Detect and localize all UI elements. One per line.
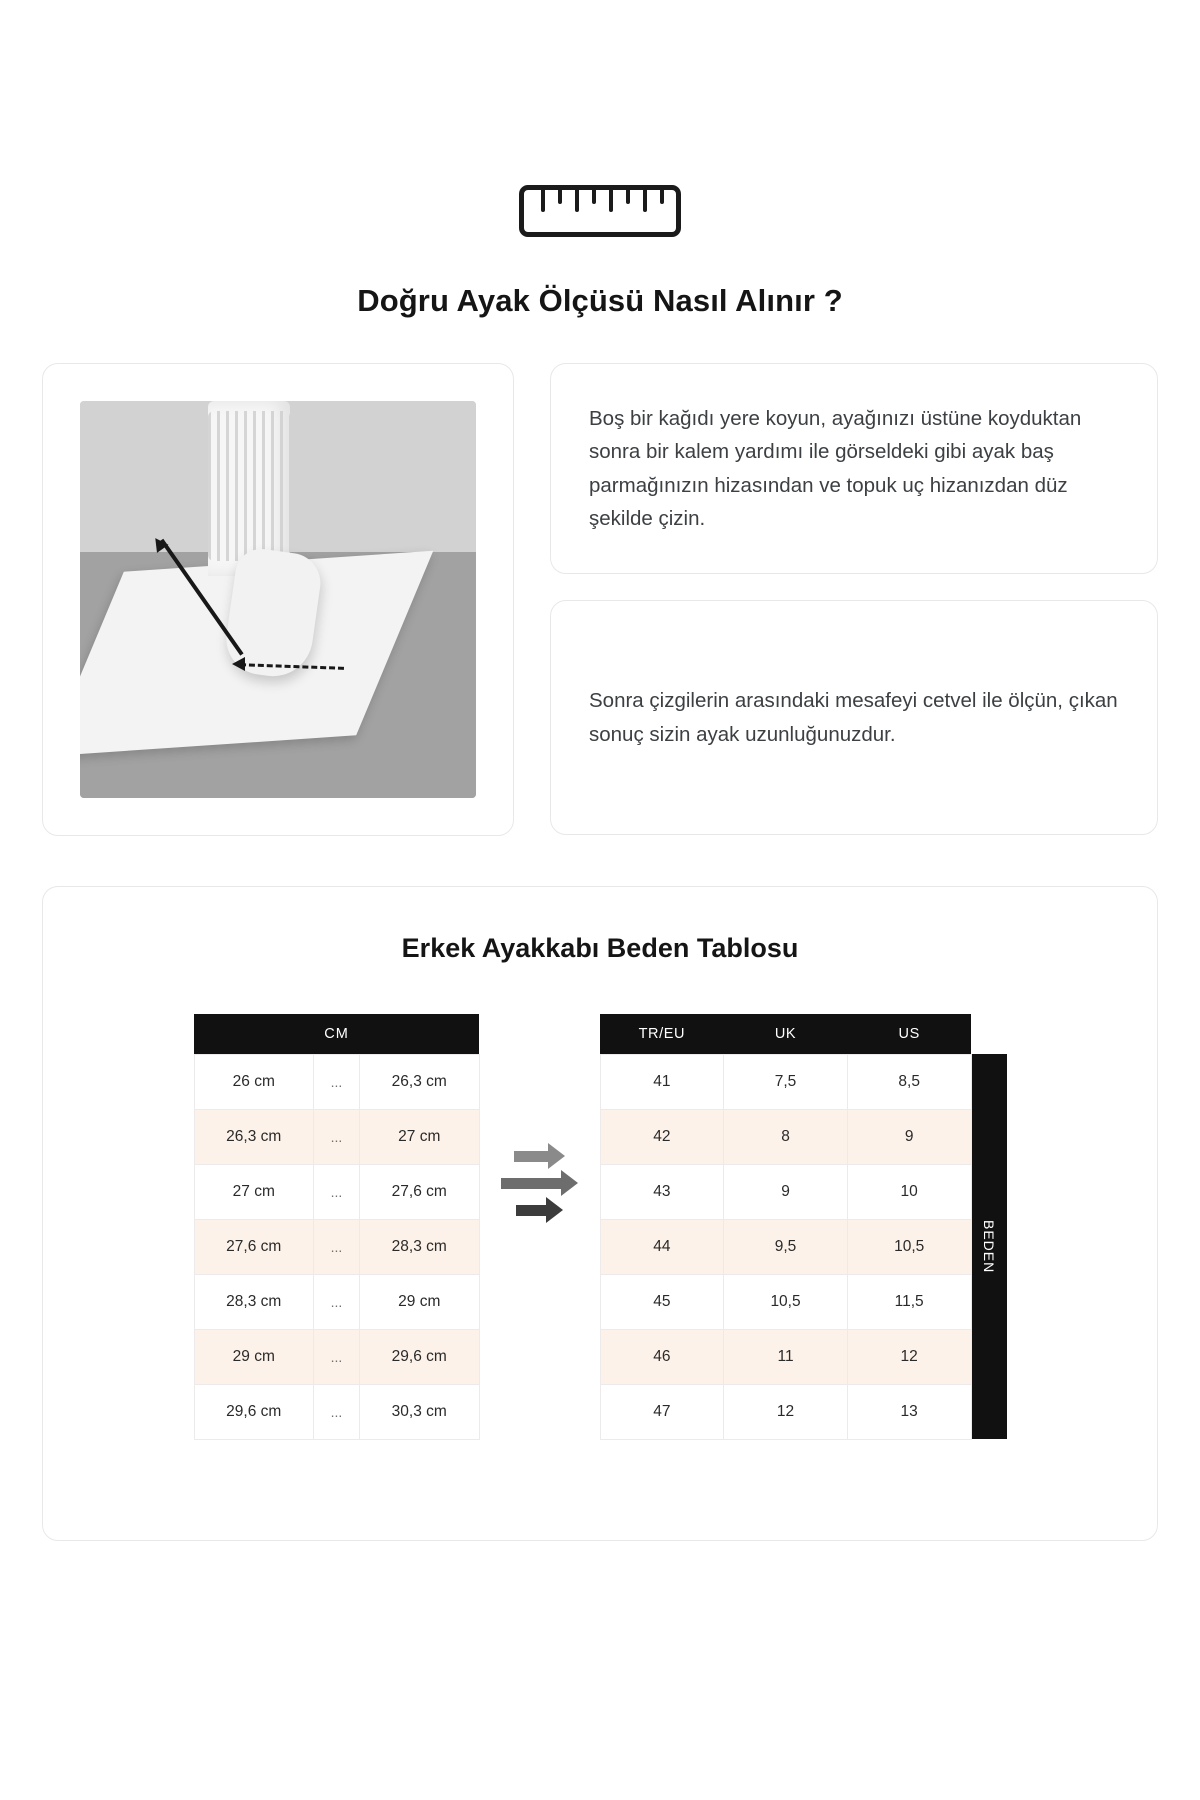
cm-max: 29 cm xyxy=(360,1275,480,1330)
cell-us: 8,5 xyxy=(847,1055,971,1110)
cell-uk: 7,5 xyxy=(724,1055,848,1110)
cm-min: 26 cm xyxy=(194,1055,314,1110)
table-row xyxy=(600,1330,971,1385)
cell-us: 13 xyxy=(847,1385,971,1440)
cm-max: 28,3 cm xyxy=(360,1220,480,1275)
cm-min: 27,6 cm xyxy=(194,1220,314,1275)
cm-dots: ... xyxy=(314,1385,360,1440)
arrow-right-icon xyxy=(501,1176,578,1190)
cell-uk: 9,5 xyxy=(724,1220,848,1275)
page-title: Doğru Ayak Ölçüsü Nasıl Alınır ? xyxy=(357,283,843,318)
cell-tr-eu: 46 xyxy=(600,1330,724,1385)
photo-sock-texture xyxy=(208,411,290,561)
arrow-right-icon xyxy=(516,1203,563,1217)
table-row xyxy=(600,1220,971,1275)
cell-uk: 11 xyxy=(724,1330,848,1385)
size-tables-row xyxy=(43,1014,1157,1440)
cm-max: 27 cm xyxy=(360,1110,480,1165)
column-header-us: US xyxy=(847,1014,971,1055)
beden-label-text: BEDEN xyxy=(981,1219,997,1274)
size-table-card xyxy=(42,886,1158,1541)
cm-min: 26,3 cm xyxy=(194,1110,314,1165)
cell-uk: 12 xyxy=(724,1385,848,1440)
cell-us: 9 xyxy=(847,1110,971,1165)
table-row xyxy=(600,1110,971,1165)
instruction-card-2 xyxy=(550,600,1158,835)
cm-table xyxy=(194,1014,480,1440)
table-row xyxy=(600,1385,971,1440)
table-row xyxy=(194,1055,479,1110)
conversion-arrows xyxy=(480,1014,600,1217)
table-row xyxy=(194,1330,479,1385)
cell-tr-eu: 41 xyxy=(600,1055,724,1110)
cell-tr-eu: 45 xyxy=(600,1275,724,1330)
cell-us: 10 xyxy=(847,1165,971,1220)
cell-uk: 8 xyxy=(724,1110,848,1165)
cm-dots: ... xyxy=(314,1110,360,1165)
ruler-icon-wrapper xyxy=(0,0,1200,237)
size-table-title: Erkek Ayakkabı Beden Tablosu xyxy=(401,933,799,963)
cell-uk: 9 xyxy=(724,1165,848,1220)
cm-min: 29 cm xyxy=(194,1330,314,1385)
cell-uk: 10,5 xyxy=(724,1275,848,1330)
cm-max: 27,6 cm xyxy=(360,1165,480,1220)
column-header-uk: UK xyxy=(724,1014,848,1055)
size-table-header-row xyxy=(600,1014,971,1055)
cell-us: 12 xyxy=(847,1330,971,1385)
cm-min: 29,6 cm xyxy=(194,1385,314,1440)
cell-tr-eu: 42 xyxy=(600,1110,724,1165)
shoe-size-table xyxy=(600,1014,972,1440)
cm-max: 30,3 cm xyxy=(360,1385,480,1440)
table-row xyxy=(194,1165,479,1220)
table-row xyxy=(194,1385,479,1440)
cm-dots: ... xyxy=(314,1165,360,1220)
cm-dots: ... xyxy=(314,1275,360,1330)
cm-min: 27 cm xyxy=(194,1165,314,1220)
cell-tr-eu: 44 xyxy=(600,1220,724,1275)
cell-tr-eu: 47 xyxy=(600,1385,724,1440)
beden-side-label xyxy=(972,1054,1007,1439)
arrow-left-icon xyxy=(232,657,245,671)
cm-dots: ... xyxy=(314,1330,360,1385)
instructions-section xyxy=(42,363,1158,836)
instruction-texts xyxy=(550,363,1158,835)
cm-min: 28,3 cm xyxy=(194,1275,314,1330)
table-row xyxy=(600,1275,971,1330)
arrow-right-icon xyxy=(514,1149,565,1163)
ruler-icon xyxy=(519,185,681,237)
cm-dots: ... xyxy=(314,1220,360,1275)
cell-us: 11,5 xyxy=(847,1275,971,1330)
instruction-text-1: Boş bir kağıdı yere koyun, ayağınızı üstüne koyduktan sonra bir kalem yardımı ile görseldeki gibi ayak baş parmağınızın hizasından ve topuk uç hizanızdan düz şekilde çizin. xyxy=(589,407,1082,530)
cm-table-header-row xyxy=(194,1014,479,1055)
instruction-card-1 xyxy=(550,363,1158,574)
foot-measurement-photo-card xyxy=(42,363,514,836)
cell-us: 10,5 xyxy=(847,1220,971,1275)
cm-dots: ... xyxy=(314,1055,360,1110)
instruction-text-2: Sonra çizgilerin arasındaki mesafeyi cetvel ile ölçün, çıkan sonuç sizin ayak uzunluğunuzdur. xyxy=(589,689,1118,746)
foot-measurement-photo xyxy=(80,401,476,798)
cm-max: 29,6 cm xyxy=(360,1330,480,1385)
table-row xyxy=(194,1110,479,1165)
cell-tr-eu: 43 xyxy=(600,1165,724,1220)
column-header-tr-eu: TR/EU xyxy=(600,1014,724,1055)
cm-header: CM xyxy=(194,1014,479,1055)
cm-max: 26,3 cm xyxy=(360,1055,480,1110)
table-row xyxy=(600,1055,971,1110)
table-row xyxy=(194,1275,479,1330)
table-row xyxy=(600,1165,971,1220)
table-row xyxy=(194,1220,479,1275)
